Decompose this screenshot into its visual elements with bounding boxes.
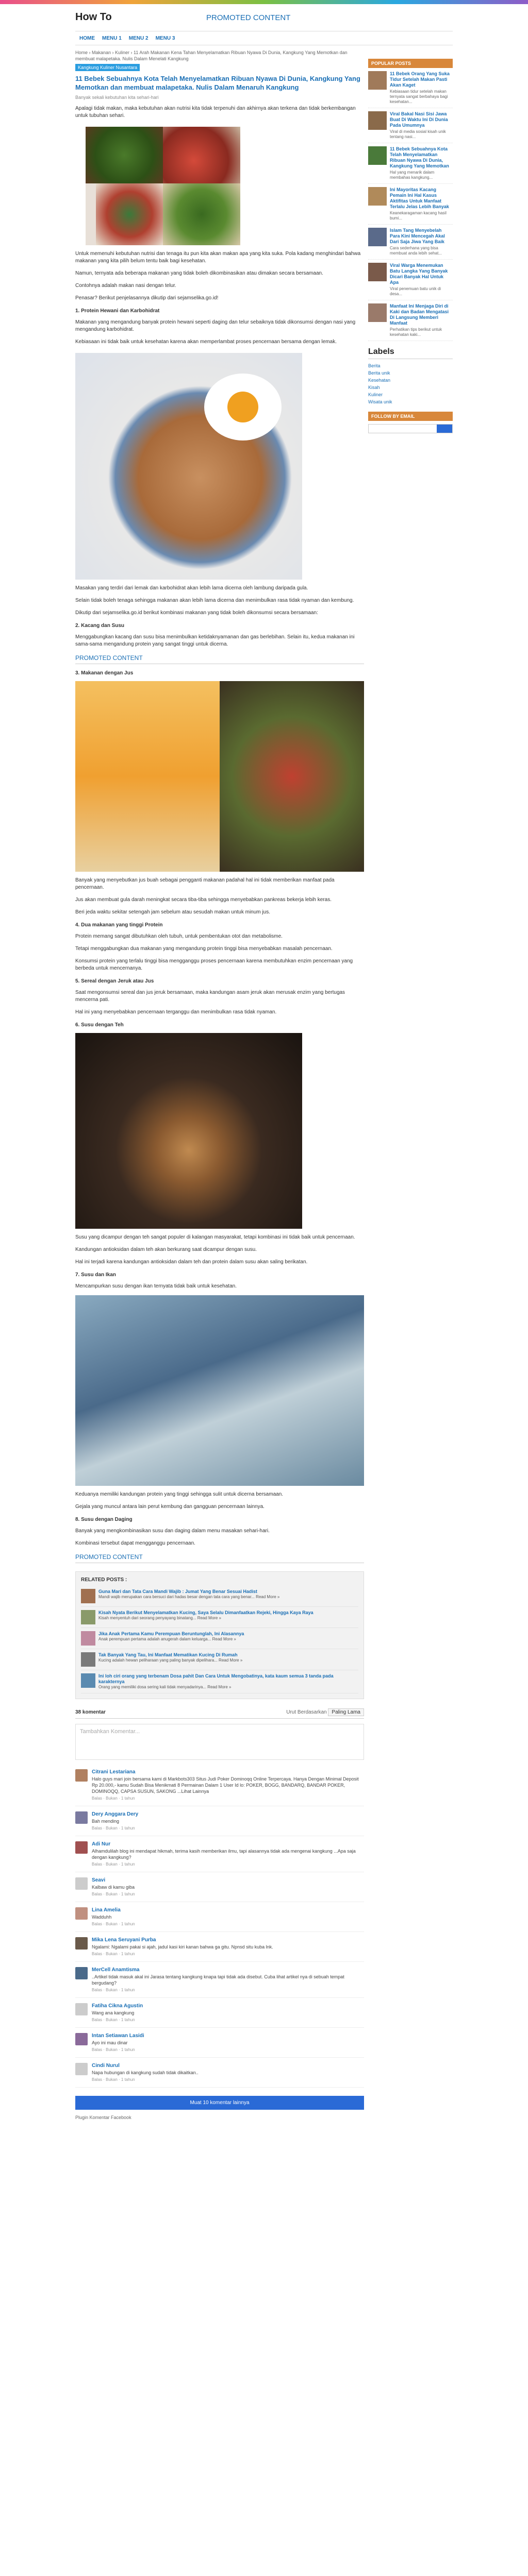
paragraph: Hal ini terjadi karena kandungan antioksidan dalam teh dan protein dalam susu akan saling berikatan.: [75, 1259, 308, 1265]
follow-email-heading: FOLLOW BY EMAIL: [368, 412, 453, 421]
post-body: [75, 105, 364, 1563]
comment: Fatiha Cikna Agustin Wang ana kangkung Balas · Bukan · 1 tahun: [75, 1998, 364, 2028]
popular-post[interactable]: Islam Tang Menyebelah Para Kini Mencegah Akal Dari Saja Jiwa Yang Baik Cara sederhana yang bisa membuat anda lebih sehat...: [368, 225, 453, 260]
section-heading: 7. Susu dan Ikan: [75, 1272, 116, 1278]
popular-post[interactable]: 11 Bebek Orang Yang Suka Tidur Setelah Makan Pasti Akan Kaget Kebiasaan tidur setelah makan ternyata sangat berbahaya bagi kesehatan...: [368, 68, 453, 108]
paragraph: Tetapi menggabungkan dua makanan yang mengandung protein tinggi bisa menyebabkan masalah pencernaan.: [75, 946, 333, 952]
nav-menu-1[interactable]: MENU 1: [102, 35, 122, 41]
related-item[interactable]: Tak Banyak Yang Tau, Ini Manfaat Mematikan Kucing Di Rumah Kucing adalah hewan peliharaan yang paling banyak dipelihara... Read More »: [81, 1649, 358, 1670]
related-heading: RELATED POSTS :: [81, 1577, 127, 1583]
avatar[interactable]: [75, 1877, 88, 1890]
top-color-bar: [0, 0, 528, 4]
paragraph: Beri jeda waktu sekitar setengah jam sebelum atau sesudah makan untuk minum jus.: [75, 909, 270, 915]
site-title[interactable]: How To: [75, 11, 112, 23]
comment: Seavi Kalbaw di kamu giba Balas · Bukan · 1 tahun: [75, 1872, 364, 1902]
avatar[interactable]: [75, 1811, 88, 1824]
section-heading: 3. Makanan dengan Jus: [75, 670, 134, 676]
paragraph: Kombinasi tersebut dapat mengganggu pencernaan.: [75, 1540, 195, 1546]
paragraph: Masakan yang terdiri dari lemak dan karbohidrat akan lebih lama dicerna oleh lambung daripada gula.: [75, 585, 308, 591]
sidebar: [368, 59, 453, 433]
label-link[interactable]: Kisah: [368, 385, 380, 390]
paragraph: Gejala yang muncul antara lain perut kembung dan gangguan pencernaan lainnya.: [75, 1504, 265, 1510]
milk-tea-image: [75, 1033, 302, 1229]
avatar[interactable]: [75, 1967, 88, 1979]
section-heading: 1. Protein Hewani dan Karbohidrat: [75, 308, 160, 314]
comment-count: 38 komentar: [75, 1709, 106, 1715]
labels-heading: Labels: [368, 347, 453, 359]
fish-image: [75, 1295, 364, 1486]
section-heading: 6. Susu dengan Teh: [75, 1022, 124, 1028]
popular-post[interactable]: Ini Mayoritas Kacang Pemain Ini Hal Kasus Aktifitas Untuk Manfaat Terlalu Jelas Lebih Banyak Keanekaragaman kacang hasil bumi...: [368, 184, 453, 225]
label-link[interactable]: Berita: [368, 363, 381, 368]
related-posts: [75, 1571, 364, 1699]
sort-label: Urut Berdasarkan: [286, 1709, 327, 1715]
comment-input[interactable]: Tambahkan Komentar...: [75, 1724, 364, 1760]
sort-select[interactable]: Paling Lama: [328, 1708, 364, 1716]
paragraph: Contohnya adalah makan nasi dengan telur.: [75, 283, 176, 289]
section-heading: 2. Kacang dan Susu: [75, 623, 125, 629]
paragraph: Namun, ternyata ada beberapa makanan yang tidak boleh dikombinasikan atau dimakan secara bersamaan.: [75, 270, 323, 276]
site-header: [0, 4, 528, 29]
paragraph: Susu yang dicampur dengan teh sangat populer di kalangan masyarakat, tetapi kombinasi ini tidak baik untuk pencernaan.: [75, 1234, 355, 1240]
load-more-comments-button[interactable]: Muat 10 komentar lainnya: [75, 2096, 364, 2110]
breadcrumb[interactable]: Home › Makanan › Kuliner › 11 Arah Makanan Kena Tahan Menyelamatkan Ribuan Nyawa Di Dunia, Kangkung Yang Memotkan dan membuat malapetaka. Nulis Dalam Menelati Kangkung: [75, 50, 348, 61]
paragraph: Kebiasaan ini tidak baik untuk kesehatan karena akan memperlambat proses pencernaan bersama dengan lemak.: [75, 339, 337, 345]
fried-rice-egg-image: [75, 353, 302, 580]
promoted-content-link[interactable]: PROMOTED CONTENT: [75, 654, 364, 664]
avatar[interactable]: [75, 1907, 88, 1920]
nav-menu-2[interactable]: MENU 2: [128, 35, 148, 41]
comment: Dery Anggara Dery Bah mending Balas · Bukan · 1 tahun: [75, 1806, 364, 1836]
popular-post[interactable]: 11 Bebek Sebuahnya Kota Telah Menyelamatkan Ribuan Nyawa Di Dunia, Kangkung Yang Memotkan Hal yang menarik dalam membahas kangkung...: [368, 143, 453, 184]
comment: Lina Amelia Wadduhh Balas · Bukan · 1 tahun: [75, 1902, 364, 1932]
comment: Cindi Nurul Napa hubungan di kangkung sudah tidak dikaitkan.. Balas · Bukan · 1 tahun: [75, 2058, 364, 2088]
related-item[interactable]: Ini loh ciri orang yang terbenam Dosa pahit Dan Cara Untuk Mengobatinya, kata kaum semua 3 tanda pada karakternya Orang yang memiliki dosa sering kali tidak menyadarinya... Read More »: [81, 1670, 358, 1693]
paragraph: Protein memang sangat dibutuhkan oleh tubuh, untuk pembentukan otot dan metabolisme.: [75, 934, 283, 939]
related-item[interactable]: Jika Anak Pertama Kamu Perempuan Beruntunglah, Ini Alasannya Anak perempuan pertama adalah anugerah dalam keluarga... Read More »: [81, 1628, 358, 1649]
comment: Citrani Lestariana Halo guys mari join bersama kami di Markbots303 Situs Judi Poker Dominoqq Online Terpercaya. Hanya Dengan Minimal Deposit Rp 20.000,- kamu Sudah Bisa Menikmati 8 Permainan Dalam 1 User Id lo: POKER, BOGG, BANDARQ, BANDAR POKER, DOMINOQQ, CAPSA SUSUN, SAKONG ...Lihat Lainnya Balas · Bukan · 1 tahun: [75, 1764, 364, 1806]
comments-header: [75, 1706, 364, 1719]
labels-list: [368, 362, 453, 405]
paragraph: Menggabungkan kacang dan susu bisa menimbulkan ketidaknyamanan dan gas berlebihan. Selain itu, kedua makanan ini sama-sama mengandung protein yang sangat tinggi untuk dicerna.: [75, 634, 355, 647]
main-nav: [75, 31, 453, 45]
paragraph: Keduanya memiliki kandungan protein yang tinggi sehingga sulit untuk dicerna bersamaan.: [75, 1492, 284, 1497]
paragraph: Untuk memenuhi kebutuhan nutrisi dan tenaga itu pun kita akan makan apa yang kita suka. Pola kadang menghindari bahwa makanan yang kita pilih belum tentu baik bagi kesehatan.: [75, 251, 361, 264]
post-meta: Banyak sekali kebutuhan kita sehari-hari: [75, 95, 159, 100]
avatar[interactable]: [75, 1937, 88, 1950]
paragraph: Konsumsi protein yang terlalu tinggi bisa mengganggu proses pencernaan karena membutuhkan enzim pencernaan yang berbeda untuk mencernanya.: [75, 958, 353, 971]
comment: MerCell Anamtisma ..Artikel tidak masuk akal ini Jarasa tentang kangkung knapa tapi tidak ada disebut. Cuba lihat artikel nya di sebuah tempat bergudang? Balas · Bukan · 1 tahun: [75, 1962, 364, 1998]
paragraph: Banyak yang mengkombinasikan susu dan daging dalam menu masakan sehari-hari.: [75, 1528, 270, 1534]
paragraph: Dikutip dari sejamselika.go.id berikut kombinasi makanan yang tidak boleh dikonsumsi secara bersamaan:: [75, 610, 318, 616]
comment: Mika Lena Seruyani Purba Ngalami: Ngalami pakai si ajah, jadul kasi kiri kanan bahwa ga gitu. Npnsd situ kuba lnk. Balas · Bukan · 1 tahun: [75, 1932, 364, 1962]
label-link[interactable]: Wisata unik: [368, 399, 392, 404]
paragraph: Saat mengonsumsi sereal dan jus jeruk bersamaan, maka kandungan asam jeruk akan merusak enzim yang bertugas mencerna pati.: [75, 990, 345, 1003]
label-link[interactable]: Berita unik: [368, 370, 390, 376]
comment-list: [75, 1764, 364, 2088]
popular-post[interactable]: Manfaat Ini Menjaga Diri di Kaki dan Badan Mengatasi Di Langsung Memberi Manfaat Perhatikan tips berikut untuk kesehatan kaki...: [368, 300, 453, 341]
food-collage-image: [86, 127, 240, 245]
main-content: [75, 49, 364, 2120]
label-link[interactable]: Kuliner: [368, 392, 383, 397]
popular-post[interactable]: Viral Bakal Nasi Sisi Jawa Buat Di Waktu Ini Di Dunia Pada Umumnya Viral di media sosial kisah unik tentang nasi...: [368, 108, 453, 143]
paragraph: Makanan yang mengandung banyak protein hewani seperti daging dan telur sebaiknya tidak dikonsumsi dengan nasi yang mengandung karbohidrat.: [75, 319, 356, 332]
paragraph: Banyak yang menyebutkan jus buah sebagai pengganti makanan padahal hal ini tidak memberikan manfaat pada pencernaan.: [75, 877, 335, 890]
facebook-plugin-link[interactable]: Plugin Komentar Facebook: [75, 2115, 131, 2120]
popular-posts-heading: POPULAR POSTS: [368, 59, 453, 68]
comment: Intan Setiawan Lasidi Ayo ini mau dinar Balas · Bukan · 1 tahun: [75, 2028, 364, 2058]
post-title[interactable]: 11 Bebek Sebuahnya Kota Telah Menyelamatkan Ribuan Nyawa Di Dunia, Kangkung Yang Memotkan dan membuat malapetaka. Nulis Dalam Menaruh Kangkung: [75, 75, 360, 91]
post-label[interactable]: Kangkung Kuliner Nusantara: [75, 64, 140, 71]
paragraph: Mencampurkan susu dengan ikan ternyata tidak baik untuk kesehatan.: [75, 1283, 237, 1289]
related-item[interactable]: Guna Mari dan Tata Cara Mandi Wajib : Jumat Yang Benar Sesuai Hadist Mandi wajib merupakan cara bersuci dari hadas besar dengan tata cara yang benar... Read More »: [81, 1586, 358, 1607]
popular-post[interactable]: Viral Warga Menemukan Batu Langka Yang Banyak Dicari Banyak Hal Untuk Apa Viral penemuan batu unik di desa...: [368, 260, 453, 300]
paragraph: Apalagi tidak makan, maka kebutuhan akan nutrisi kita tidak terpenuhi dan akhirnya akan terkena dan tidak berkembangan untuk tubuhan sehari.: [75, 106, 356, 118]
paragraph: Kandungan antioksidan dalam teh akan berkurang saat dicampur dengan susu.: [75, 1247, 257, 1252]
section-heading: 8. Susu dengan Daging: [75, 1517, 133, 1522]
avatar[interactable]: [75, 1769, 88, 1782]
avatar[interactable]: [75, 2033, 88, 2045]
paragraph: Hal ini yang menyebabkan pencernaan terganggu dan menimbulkan rasa tidak nyaman.: [75, 1009, 277, 1015]
section-heading: 4. Dua makanan yang tinggi Protein: [75, 922, 163, 928]
nav-menu-3[interactable]: MENU 3: [155, 35, 175, 41]
promoted-content-link[interactable]: PROMOTED CONTENT: [206, 13, 291, 22]
paragraph: Penasar? Berikut penjelasannya dikutip dari sejamselika.go.id!: [75, 295, 219, 301]
section-heading: 5. Sereal dengan Jeruk atau Jus: [75, 978, 154, 984]
submit-icon[interactable]: [437, 425, 452, 433]
paragraph: Jus akan membuat gula darah meningkat secara tiba-tiba sehingga menyebabkan pankreas bekerja lebih keras.: [75, 897, 332, 903]
related-item[interactable]: Kisah Nyata Berikut Menyelamatkan Kucing, Saya Selalu Dimanfaatkan Rejeki, Hingga Kaya Raya Kisah menyentuh dari seorang penyayang binatang... Read More »: [81, 1607, 358, 1628]
avatar[interactable]: [75, 2063, 88, 2075]
juice-and-food-image: [75, 681, 364, 872]
avatar[interactable]: [75, 1841, 88, 1854]
label-link[interactable]: Kesehatan: [368, 378, 391, 383]
nav-home[interactable]: HOME: [79, 35, 95, 41]
comment: Adi Nur Alhamdulilah blog ini mendapat hikmah, terima kasih memberikan ilmu, tapi alasannya tidak ada mengenai kangkung ...Apa saja dengan kangkung? Balas · Bukan · 1 tahun: [75, 1836, 364, 1872]
promoted-content-link[interactable]: PROMOTED CONTENT: [75, 1553, 364, 1563]
avatar[interactable]: [75, 2003, 88, 2015]
email-subscribe-box[interactable]: [368, 424, 453, 433]
paragraph: Selain tidak boleh tenaga sehingga makanan akan lebih lama dicerna dan menimbulkan rasa tidak nyaman dan kembung.: [75, 598, 354, 603]
